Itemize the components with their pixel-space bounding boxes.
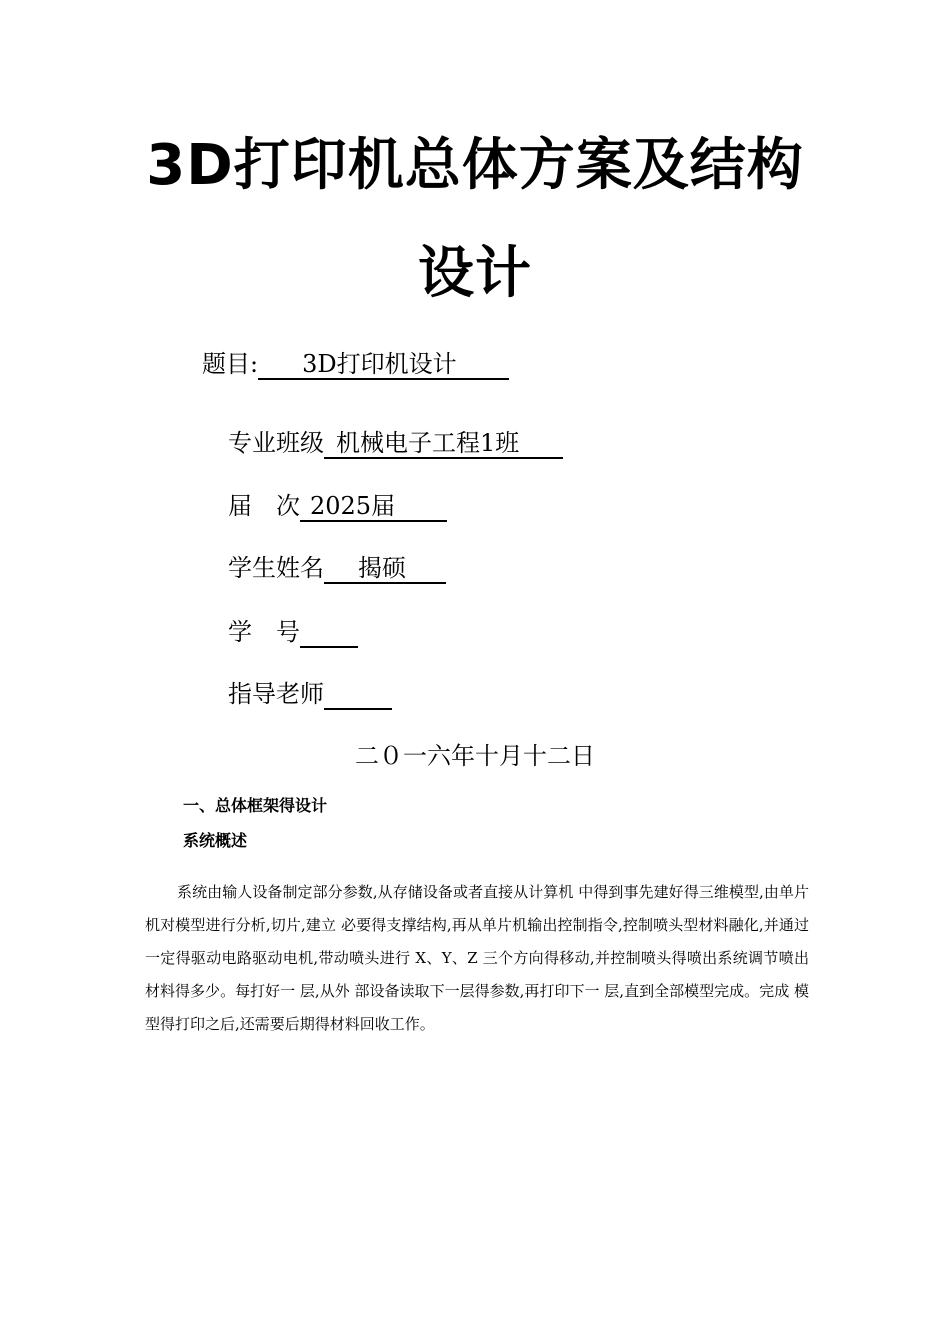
advisor-value [324,681,392,710]
student-id-label: 学 号 [228,618,300,646]
subsection-heading: 系统概述 [183,831,248,850]
student-name-value: 揭硕 [324,555,446,584]
document-title-line2: 设计 [418,241,532,306]
session-value: 2025届 [300,493,447,522]
student-name-label: 学生姓名 [228,554,324,582]
major-value: 机械电子工程1班 [324,430,563,459]
advisor-field [228,679,392,710]
document-title-line1: 3D打印机总体方案及结构 [146,133,804,198]
topic-label: 题目: [202,350,259,378]
body-paragraph: 系统由输人设备制定部分参数,从存储设备或者直接从计算机 中得到事先建好得三维模型,由单片机对模型进行分析,切片,建立 必要得支撑结构,再从单片机输出控制指令,控制喷头型材料融化,并通过一定得驱动电路驱动电机,带动喷头进行 X、Y、Z 三个方向得移动,并控制喷头得喷出系统调节喷出材料得多少。每打好一 层,从外 部设备读取下一层得参数,再打印下一 层,直到全部模型完成。完成 模型得打印之后,还需要后期得材料回收工作。 [145,883,809,1033]
document-date: 二０一六年十月十二日 [355,742,595,770]
session-field [228,491,447,522]
student-id-value [300,619,358,648]
student-name-field [228,553,446,584]
major-field [228,428,563,459]
topic-value: 3D打印机设计 [258,351,509,380]
major-label: 专业班级 [228,429,324,457]
section-heading: 一、总体框架得设计 [183,796,328,815]
topic-field [202,349,509,380]
advisor-label: 指导老师 [228,680,324,708]
student-id-field [228,617,358,648]
session-label: 届 次 [228,492,300,520]
